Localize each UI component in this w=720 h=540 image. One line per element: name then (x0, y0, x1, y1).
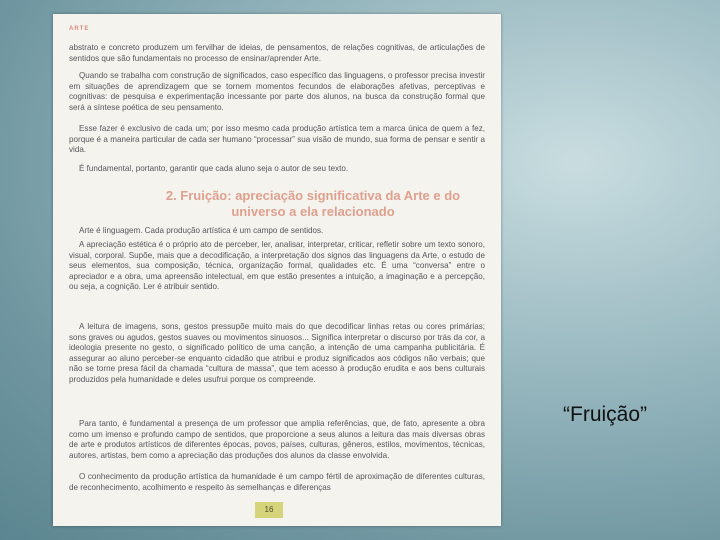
paragraph-3: Esse fazer é exclusivo de cada um; por isso mesmo cada produção artística tem a marca única de quem a fez, porque é a maneira particular de cada ser humano “processar” sua visão de mundo, sua forma de pensar e sentir a vida. (69, 124, 485, 154)
paragraph-4: É fundamental, portanto, garantir que cada aluno seja o autor de seu texto. (79, 164, 349, 173)
section-paragraph-3: A leitura de imagens, sons, gestos pressupõe muito mais do que decodificar linhas retas ou cores primárias; sons graves ou agudos, gestos suaves ou movimentos sinuosos... Significa interpretar o discurso por trás da cor, a ideologia presente no gesto, o significado político de uma canção, a intenção de uma campanha publicitária. É assegurar ao aluno perceber-se enquanto cidadão que atribui e produz significados aos códigos não verbais; que não se torne presa fácil da chamada “cultura de massa”, que tem acesso à produção erudita e aos bens culturais produzidos pela humanidade e deles usufrui porque os compreende. (69, 322, 485, 384)
scanned-book-page (53, 14, 501, 526)
section-paragraph-5: O conhecimento da produção artística da humanidade é um campo fértil de aproximação de diferentes culturas, de reconhecimento, acolhimento e respeito às semelhanças e diferenças (69, 472, 485, 492)
paragraph-1: abstrato e concreto produzem um fervilhar de ideias, de pensamentos, de relações cognitivas, de articulações de sentidos que são fundamentais no processo de ensinar/aprender Arte. (69, 43, 485, 63)
section-heading: 2. Fruição: apreciação significativa da Arte e do universo a ela relacionado (165, 188, 461, 219)
slide-caption: “Fruição” (563, 403, 648, 426)
paragraph-2: Quando se trabalha com construção de significados, caso específico das linguagens, o professor precisa investir em situações de aprendizagem que se tornem momentos fecundos de elaborações afetivas, perceptivas e cognitivas: de pesquisa e experimentação incessante por parte dos alunos, na busca da construção formal que será a síntese poética de seu pensamento. (69, 71, 485, 112)
page-number: 16 (255, 502, 283, 518)
section-paragraph-1: Arte é linguagem. Cada produção artística é um campo de sentidos. (79, 226, 324, 235)
section-paragraph-4: Para tanto, é fundamental a presença de um professor que amplia referências, que, de fato, apresente a obra como um imenso e profundo campo de sentidos, que proporcione a seus alunos a leitura das mais diversas obras de arte e produtos artísticos de diferentes épocas, povos, países, culturas, gêneros, estilos, movimentos, técnicas, autores, artistas, bem como a apreciação das produções dos alunos da classe envolvida. (69, 419, 485, 460)
section-paragraph-2: A apreciação estética é o próprio ato de perceber, ler, analisar, interpretar, criticar, refletir sobre um texto sonoro, visual, corporal. Supõe, mais que a decodificação, a interpretação dos signos das linguagens da Arte, o estudo de seus elementos, sua composição, técnica, organização formal, qualidades etc. É uma “conversa” entre o apreciador e a obra, uma apreensão intelectual, em que estão presentes a intuição, a imaginação e a percepção, ou seja, a cognição. Ler é atribuir sentido. (69, 240, 485, 291)
page-header: ARTE (69, 26, 90, 32)
